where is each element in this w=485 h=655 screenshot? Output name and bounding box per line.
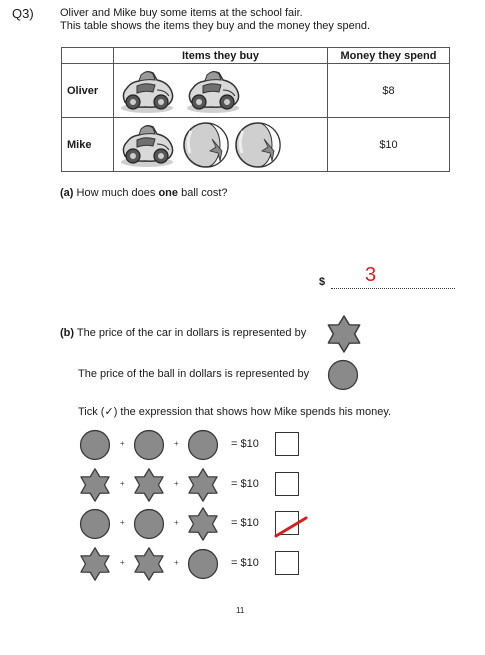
- part-a-text-after: ball cost?: [181, 187, 228, 199]
- part-b-label: (b): [60, 327, 75, 339]
- tick-instruction: Tick (✓) the expression that shows how Mike spends his money.: [78, 406, 392, 418]
- grey-circle-icon: [186, 547, 220, 581]
- header-blank: [62, 48, 114, 64]
- grey-circle-icon: [78, 507, 112, 541]
- items-pictures: [114, 121, 327, 169]
- plus-sign: +: [120, 479, 125, 488]
- tick-box[interactable]: [275, 432, 299, 456]
- items-pictures: [114, 68, 327, 114]
- items-cell: [114, 118, 328, 172]
- header-money: Money they spend: [328, 48, 450, 64]
- car-symbol-text: The price of the car in dollars is represented by: [76, 327, 307, 339]
- grey-circle-icon: [186, 428, 220, 462]
- question-intro: [60, 7, 370, 33]
- plus-sign: +: [174, 558, 179, 567]
- table-row-mike: [62, 118, 450, 172]
- equals-ten-dollars: = $10: [231, 478, 259, 490]
- part-a-question: [60, 187, 228, 199]
- grey-circle-icon: [132, 428, 166, 462]
- grey-circle-icon: [132, 507, 166, 541]
- plus-sign: +: [120, 518, 125, 527]
- equals-ten-dollars: = $10: [231, 517, 259, 529]
- part-a-label: (a): [60, 187, 74, 199]
- tick-box[interactable]: [275, 472, 299, 496]
- question-number: Q3): [12, 6, 34, 21]
- items-table: [61, 47, 450, 172]
- money-cell: $10: [328, 118, 450, 172]
- option-row: [78, 507, 308, 541]
- toy-car-icon: [116, 68, 178, 114]
- row-name: Mike: [62, 118, 114, 172]
- answer-line[interactable]: [331, 288, 455, 289]
- option-row: [78, 428, 308, 462]
- header-items: Items they buy: [114, 48, 328, 64]
- tick-box[interactable]: [275, 551, 299, 575]
- star-icon: [78, 468, 112, 502]
- ball-icon: [234, 121, 282, 169]
- option-row: [78, 547, 308, 581]
- star-icon: [186, 507, 220, 541]
- plus-sign: +: [174, 518, 179, 527]
- part-a-text-before: How much does: [76, 187, 156, 199]
- money-cell: $8: [328, 64, 450, 118]
- grey-circle-icon: [326, 358, 360, 392]
- ball-icon: [182, 121, 230, 169]
- equals-ten-dollars: = $10: [231, 557, 259, 569]
- toy-car-icon: [182, 68, 244, 114]
- plus-sign: +: [174, 439, 179, 448]
- handwritten-answer: 3: [365, 264, 377, 286]
- answer-dollar-sign: $: [319, 276, 326, 288]
- items-cell: [114, 64, 328, 118]
- star-icon: [132, 468, 166, 502]
- table-row-oliver: [62, 64, 450, 118]
- intro-line-2: This table shows the items they buy and the money they spend.: [60, 20, 371, 32]
- row-name: Oliver: [62, 64, 114, 118]
- star-icon: [325, 315, 363, 353]
- handwritten-tick-mark: [274, 510, 310, 538]
- part-b-car-line: [60, 327, 306, 339]
- star-icon: [78, 547, 112, 581]
- toy-car-icon: [116, 122, 178, 168]
- plus-sign: +: [174, 479, 179, 488]
- table-header-row: [62, 48, 450, 64]
- ball-symbol-text: The price of the ball in dollars is represented by: [78, 368, 310, 380]
- equals-ten-dollars: = $10: [231, 438, 259, 450]
- page-number: 11: [236, 606, 245, 615]
- part-a-text-bold: one: [158, 187, 179, 199]
- intro-line-1: Oliver and Mike buy some items at the school fair.: [60, 7, 303, 19]
- option-row: [78, 468, 308, 502]
- star-icon: [132, 547, 166, 581]
- plus-sign: +: [120, 439, 125, 448]
- star-icon: [186, 468, 220, 502]
- plus-sign: +: [120, 558, 125, 567]
- grey-circle-icon: [78, 428, 112, 462]
